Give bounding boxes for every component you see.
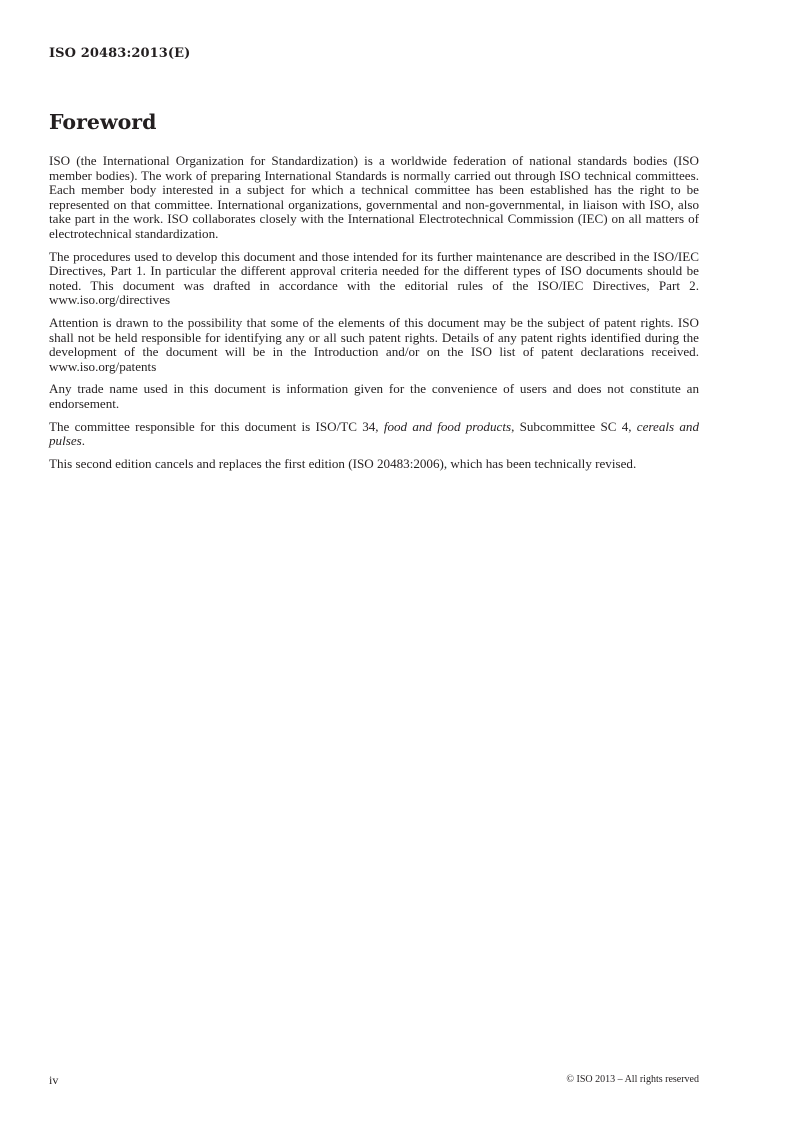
copyright-notice: © ISO 2013 – All rights reserved — [566, 1074, 699, 1085]
paragraph-procedures: The procedures used to develop this document and those intended for its further maintenance are described in the ISO/IEC Directives, Part 1. In particular the different approval criteria needed for the different types of ISO documents should be noted. This document was drafted in accordance with the editorial rules of the ISO/IEC Directives, Part 2. www.iso.org/directives — [49, 248, 699, 308]
page-number: iv — [49, 1073, 59, 1087]
paragraph-patents: Attention is drawn to the possibility that some of the elements of this document may be the subject of patent rights. ISO shall not be held responsible for identifying any or all such patent rights. Details of any patent rights identified during the development of the document will be in the Introduction and/or on the ISO list of patent declarations received. www.iso.org/patents — [49, 314, 699, 374]
subcommittee-name: cereals and pulses — [49, 418, 700, 449]
committee-suffix: . — [81, 433, 86, 449]
paragraph-edition: This second edition cancels and replaces the first edition (ISO 20483:2006), which has been technically revised. — [49, 455, 637, 471]
document-id: ISO 20483:2013(E) — [49, 46, 191, 61]
committee-middle: , Subcommittee SC 4, — [511, 418, 637, 434]
committee-prefix: The committee responsible for this document is ISO/TC 34, — [49, 418, 384, 434]
paragraph-committee — [49, 420, 699, 449]
paragraph-trade-name: Any trade name used in this document is information given for the convenience of users and does not constitute an endorsement. — [49, 381, 699, 411]
foreword-body — [49, 154, 699, 479]
page-title: Foreword — [49, 110, 157, 134]
paragraph-organization: ISO (the International Organization for Standardization) is a worldwide federation of national standards bodies (ISO member bodies). The work of preparing International Standards is normally carried out through ISO technical committees. Each member body interested in a subject for which a technical committee has been established has the right to be represented on that committee. International organizations, governmental and non-governmental, in liaison with ISO, also take part in the work. ISO collaborates closely with the International Electrotechnical Commission (IEC) on all matters of electrotechnical standardization. — [49, 153, 699, 241]
committee-name: food and food products — [383, 418, 512, 434]
